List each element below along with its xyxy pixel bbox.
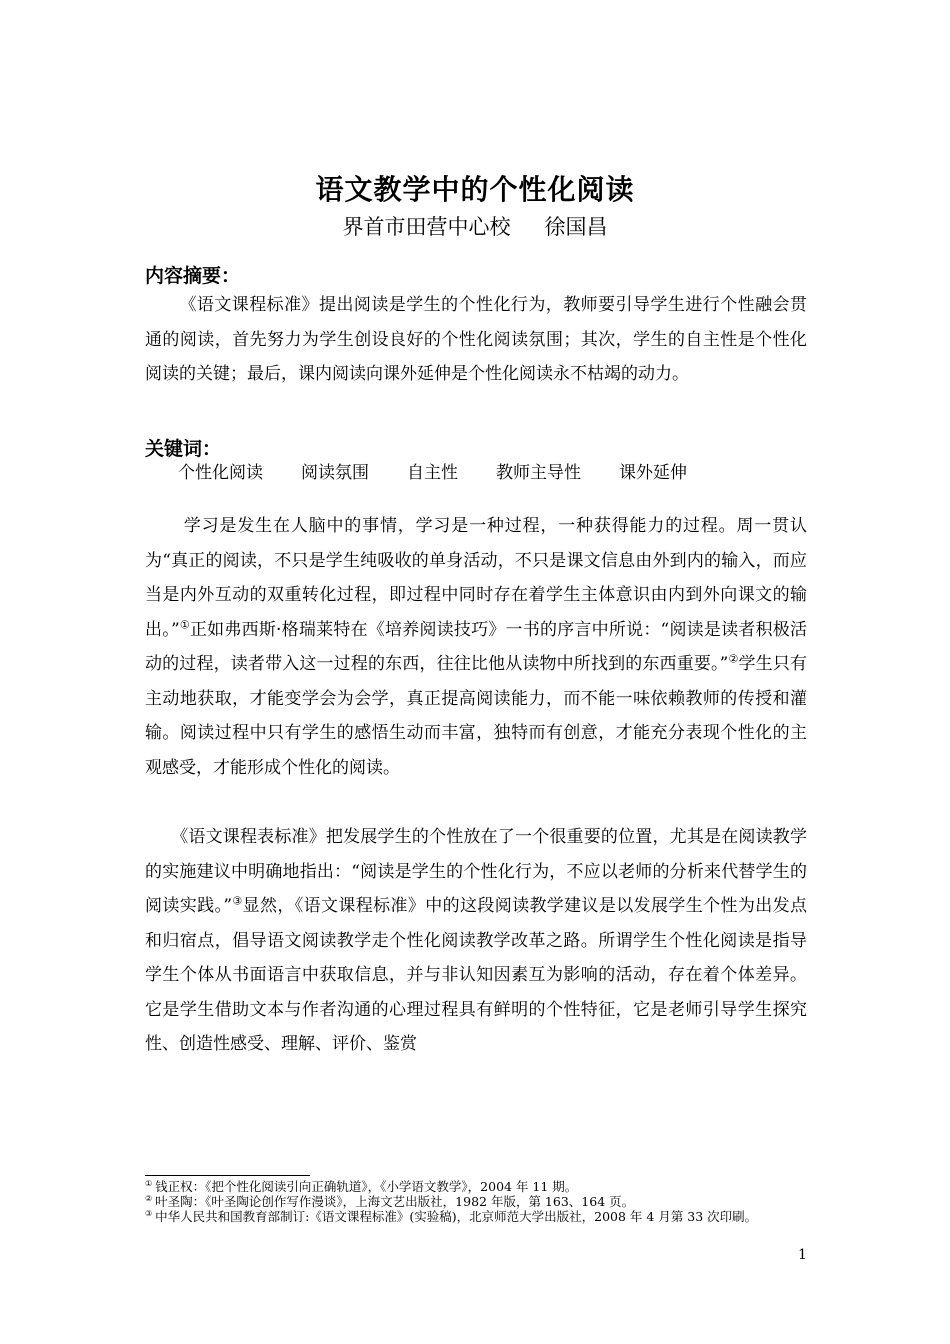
keyword-item: 自主性	[407, 463, 458, 483]
footnotes	[145, 1179, 825, 1224]
footnote-mark: ②	[145, 1193, 153, 1203]
body-text: 《语文课程表标准》把发展学生的个性放在了一个很重要的位置，尤其是在阅读教学的实施建议中明确地指出：“阅读是学生的个性化行为，不应以老师的分析来代替学生的阅读实践。”	[145, 827, 807, 916]
body-paragraph-2	[145, 820, 807, 1062]
footnote-mark: ③	[145, 1208, 153, 1218]
author-school: 界首市田营中心校	[342, 215, 511, 239]
keywords-heading: 关键词：	[145, 438, 222, 460]
keyword-item: 阅读氛围	[301, 463, 369, 483]
byline	[0, 213, 950, 241]
keyword-item: 教师主导性	[496, 463, 581, 483]
footnote-ref: ③	[232, 894, 243, 908]
footnote-text: 中华人民共和国教育部制订:《语文课程标准》(实验稿)，北京师范大学出版社，2008 年 4 月第 33 次印刷。	[155, 1209, 758, 1224]
body-text: 学习是发生在人脑中的事情，学习是一种过程，一种获得能力的过程。周一贯认为“真正的阅读，不只是学生纯吸收的单身活动，不只是课文信息由外到内的输入，而应当是内外互动的双重转化过程，即过程中同时存在着学生主体意识由内到外向课文的输出。”	[145, 516, 807, 640]
footnote-2	[145, 1194, 825, 1209]
footnote-text: 钱正权：《把个性化阅读引向正确轨道》，《小学语文教学》，2004 年 11 期。	[155, 1179, 578, 1194]
keyword-item: 课外延伸	[619, 463, 687, 483]
footnote-mark: ①	[145, 1178, 153, 1188]
footnote-divider	[145, 1175, 310, 1176]
keyword-item: 个性化阅读	[178, 463, 263, 483]
footnote-ref: ①	[179, 617, 190, 631]
keywords-list	[178, 458, 725, 488]
body-paragraph-1	[145, 509, 807, 785]
abstract-body: 《语文课程标准》提出阅读是学生的个性化行为，教师要引导学生进行个性融会贯通的阅读，首先努力为学生创设良好的个性化阅读氛围；其次，学生的自主性是个性化阅读的关键；最后，课内阅读向课外延伸是个性化阅读永不枯竭的动力。	[145, 295, 807, 384]
body-text: 显然，《语文课程标准》中的这段阅读教学建议是以发展学生个性为出发点和归宿点，倡导语文阅读教学走个性化阅读教学改革之路。所谓学生个性化阅读是指导学生个体从书面语言中获取信息，并与非认知因素互为影响的活动，存在着个体差异。它是学生借助文本与作者沟通的心理过程具有鲜明的个性特征，它是老师引导学生探究性、创造性感受、理解、评价、鉴赏	[145, 896, 807, 1054]
footnote-3	[145, 1209, 825, 1224]
page-number: 1	[798, 1247, 807, 1263]
body-text: 正如弗西斯·格瑞莱特在《培养阅读技巧》一书的序言中所说：“阅读是读者积极活动的过程，读者带入这一过程的东西，往往比他从读物中所找到的东西重要。”	[145, 619, 807, 674]
author-name: 徐国昌	[544, 215, 608, 239]
abstract-text	[145, 288, 807, 392]
page-title: 语文教学中的个性化阅读	[315, 173, 635, 206]
footnote-1	[145, 1179, 825, 1194]
footnote-ref: ②	[728, 652, 739, 666]
body-text: 学生只有主动地获取，才能变学会为会学，真正提高阅读能力，而不能一味依赖教师的传授和灌输。阅读过程中只有学生的感悟生动而丰富，独特而有创意，才能充分表现个性化的主观感受，才能形成个性化的阅读。	[145, 654, 807, 778]
footnote-text: 叶圣陶：《叶圣陶论创作写作漫谈》，上海文艺出版社，1982 年版，第 163、164 页。	[155, 1194, 635, 1209]
abstract-heading: 内容摘要：	[145, 265, 241, 287]
